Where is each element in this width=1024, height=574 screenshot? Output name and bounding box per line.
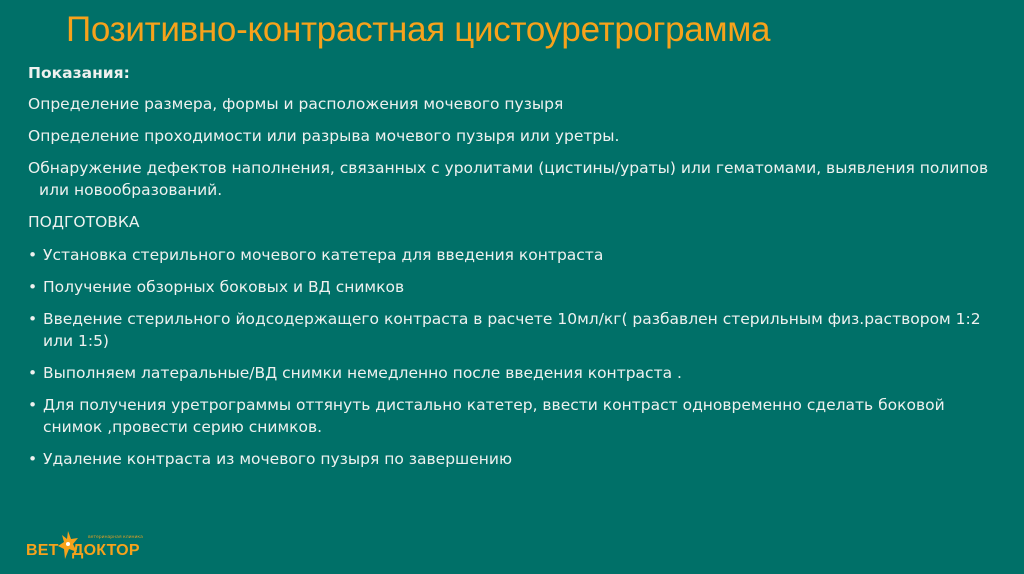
clinic-logo — [26, 520, 226, 570]
logo-tagline: ветеринарная клиника — [88, 535, 143, 540]
preparation-heading: ПОДГОТОВКА — [28, 213, 140, 231]
preparation-item: • Выполняем латеральные/ВД снимки немедленно после введения контраста . — [28, 362, 998, 384]
logo-word-right: ДОКТОР — [72, 542, 140, 559]
indication-item: Определение проходимости или разрыва мочевого пузыря или уретры. — [28, 127, 620, 145]
logo-word-left: ВЕТ — [26, 542, 59, 559]
preparation-item: • Удаление контраста из мочевого пузыря по завершению — [28, 448, 998, 470]
preparation-item: • Получение обзорных боковых и ВД снимков — [28, 276, 998, 298]
preparation-item: • Установка стерильного мочевого катетера для введения контраста — [28, 244, 998, 266]
preparation-item: • Для получения уретрограммы оттянуть дистально катетер, ввести контраст одновременно сделать боковой снимок ,провести серию снимков. — [28, 394, 998, 438]
indication-item: Определение размера, формы и расположения мочевого пузыря — [28, 95, 564, 113]
preparation-item: • Введение стерильного йодсодержащего контраста в расчете 10мл/кг( разбавлен стерильным физ.раствором 1:2 или 1:5) — [28, 308, 998, 352]
slide-body — [28, 62, 998, 480]
indications-label: Показания: — [28, 64, 130, 82]
indication-item: Обнаружение дефектов наполнения, связанных с уролитами (цистины/ураты) или гематомами, выявления полипов или новообразований. — [28, 159, 989, 199]
slide-title: Позитивно-контрастная цистоуретрограмма — [66, 10, 771, 49]
